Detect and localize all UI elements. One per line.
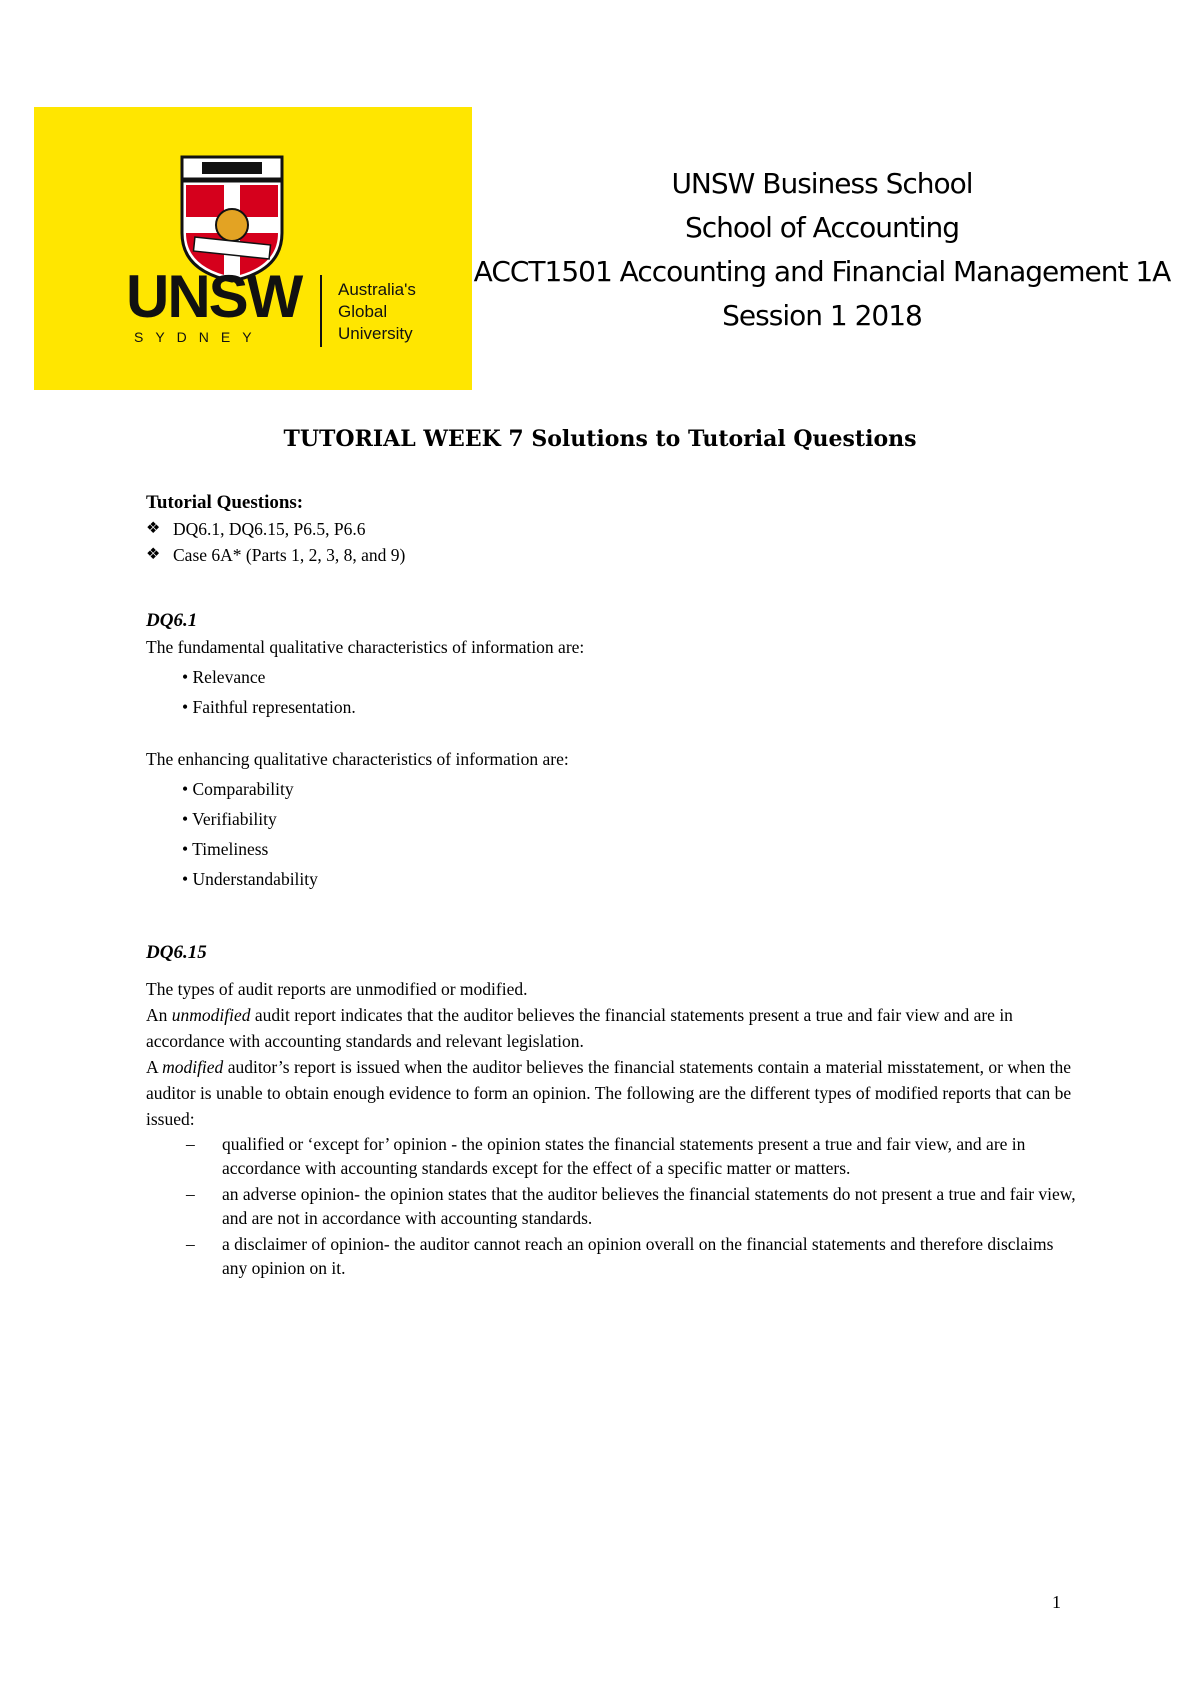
list-item: – qualified or ‘except for’ opinion - the opinion states the financial statements present a true and fair view, and are in accordance with accounting standards except for the effect of a specific matter or matters. [186, 1134, 1026, 1178]
tagline-line: Global [338, 302, 388, 321]
list-item: • Understandability [182, 869, 318, 889]
tutorial-questions-list [146, 516, 1076, 568]
page-number: 1 [1052, 1592, 1061, 1612]
list-item: • Verifiability [182, 809, 277, 829]
dq615-paragraph: The types of audit reports are unmodified or modified. [146, 979, 528, 999]
list-item: – a disclaimer of opinion- the auditor cannot reach an opinion overall on the financial statements and therefore disclaims any opinion on it. [186, 1234, 1054, 1278]
tagline-line: Australia's [338, 280, 416, 299]
header-line: UNSW Business School [671, 167, 973, 200]
logo-sydney: SYDNEY [134, 329, 264, 345]
dq615-paragraph: A modified auditor’s report is issued when the auditor believes the financial statements contain a material misstatement, or when the auditor is unable to obtain enough evidence to form an opinion. The following are the different types of modified reports that can be issued: [146, 1057, 1072, 1129]
list-item: • Comparability [182, 779, 294, 799]
list-item: ❖ DQ6.1, DQ6.15, P6.5, P6.6 [146, 516, 1076, 542]
list-item: ❖ Case 6A* (Parts 1, 2, 3, 8, and 9) [146, 542, 1076, 568]
dq61-fundamental-intro: The fundamental qualitative characteristics of information are: [146, 637, 585, 657]
header-line: School of Accounting [684, 211, 960, 244]
dq615-paragraph: An unmodified audit report indicates that the auditor believes the financial statements present a true and fair view and are in accordance with accounting standards and relevant legislation. [146, 1005, 1013, 1051]
logo-tagline [338, 279, 416, 345]
logo-wordmark: UNSW [126, 263, 302, 330]
modified-report-types [146, 1132, 1076, 1280]
tagline-line: University [338, 324, 413, 343]
dq61-enhancing-intro: The enhancing qualitative characteristics of information are: [146, 749, 569, 769]
document-body [146, 490, 1076, 1282]
diamond-bullet-icon: ❖ [146, 546, 161, 563]
fundamental-list [146, 664, 1076, 720]
header-line: Session 1 2018 [722, 299, 922, 332]
course-header [472, 162, 1172, 338]
header-line: ACCT1501 Accounting and Financial Management 1A [473, 255, 1171, 288]
page-title: TUTORIAL WEEK 7 Solutions to Tutorial Questions [283, 426, 917, 452]
enhancing-list [146, 776, 1076, 892]
list-item: • Timeliness [182, 839, 269, 859]
list-item: • Relevance [182, 667, 266, 687]
dq61-heading: DQ6.1 [146, 610, 198, 631]
list-item: – an adverse opinion- the opinion states that the auditor believes the financial statements do not present a true and fair view, and are not in accordance with accounting standards. [186, 1184, 1076, 1228]
logo-divider [320, 275, 322, 347]
diamond-bullet-icon: ❖ [146, 520, 161, 537]
tutorial-questions-label: Tutorial Questions: [146, 492, 304, 513]
unsw-logo [34, 107, 472, 390]
dq615-heading: DQ6.15 [146, 942, 207, 963]
list-item: • Faithful representation. [182, 697, 356, 717]
